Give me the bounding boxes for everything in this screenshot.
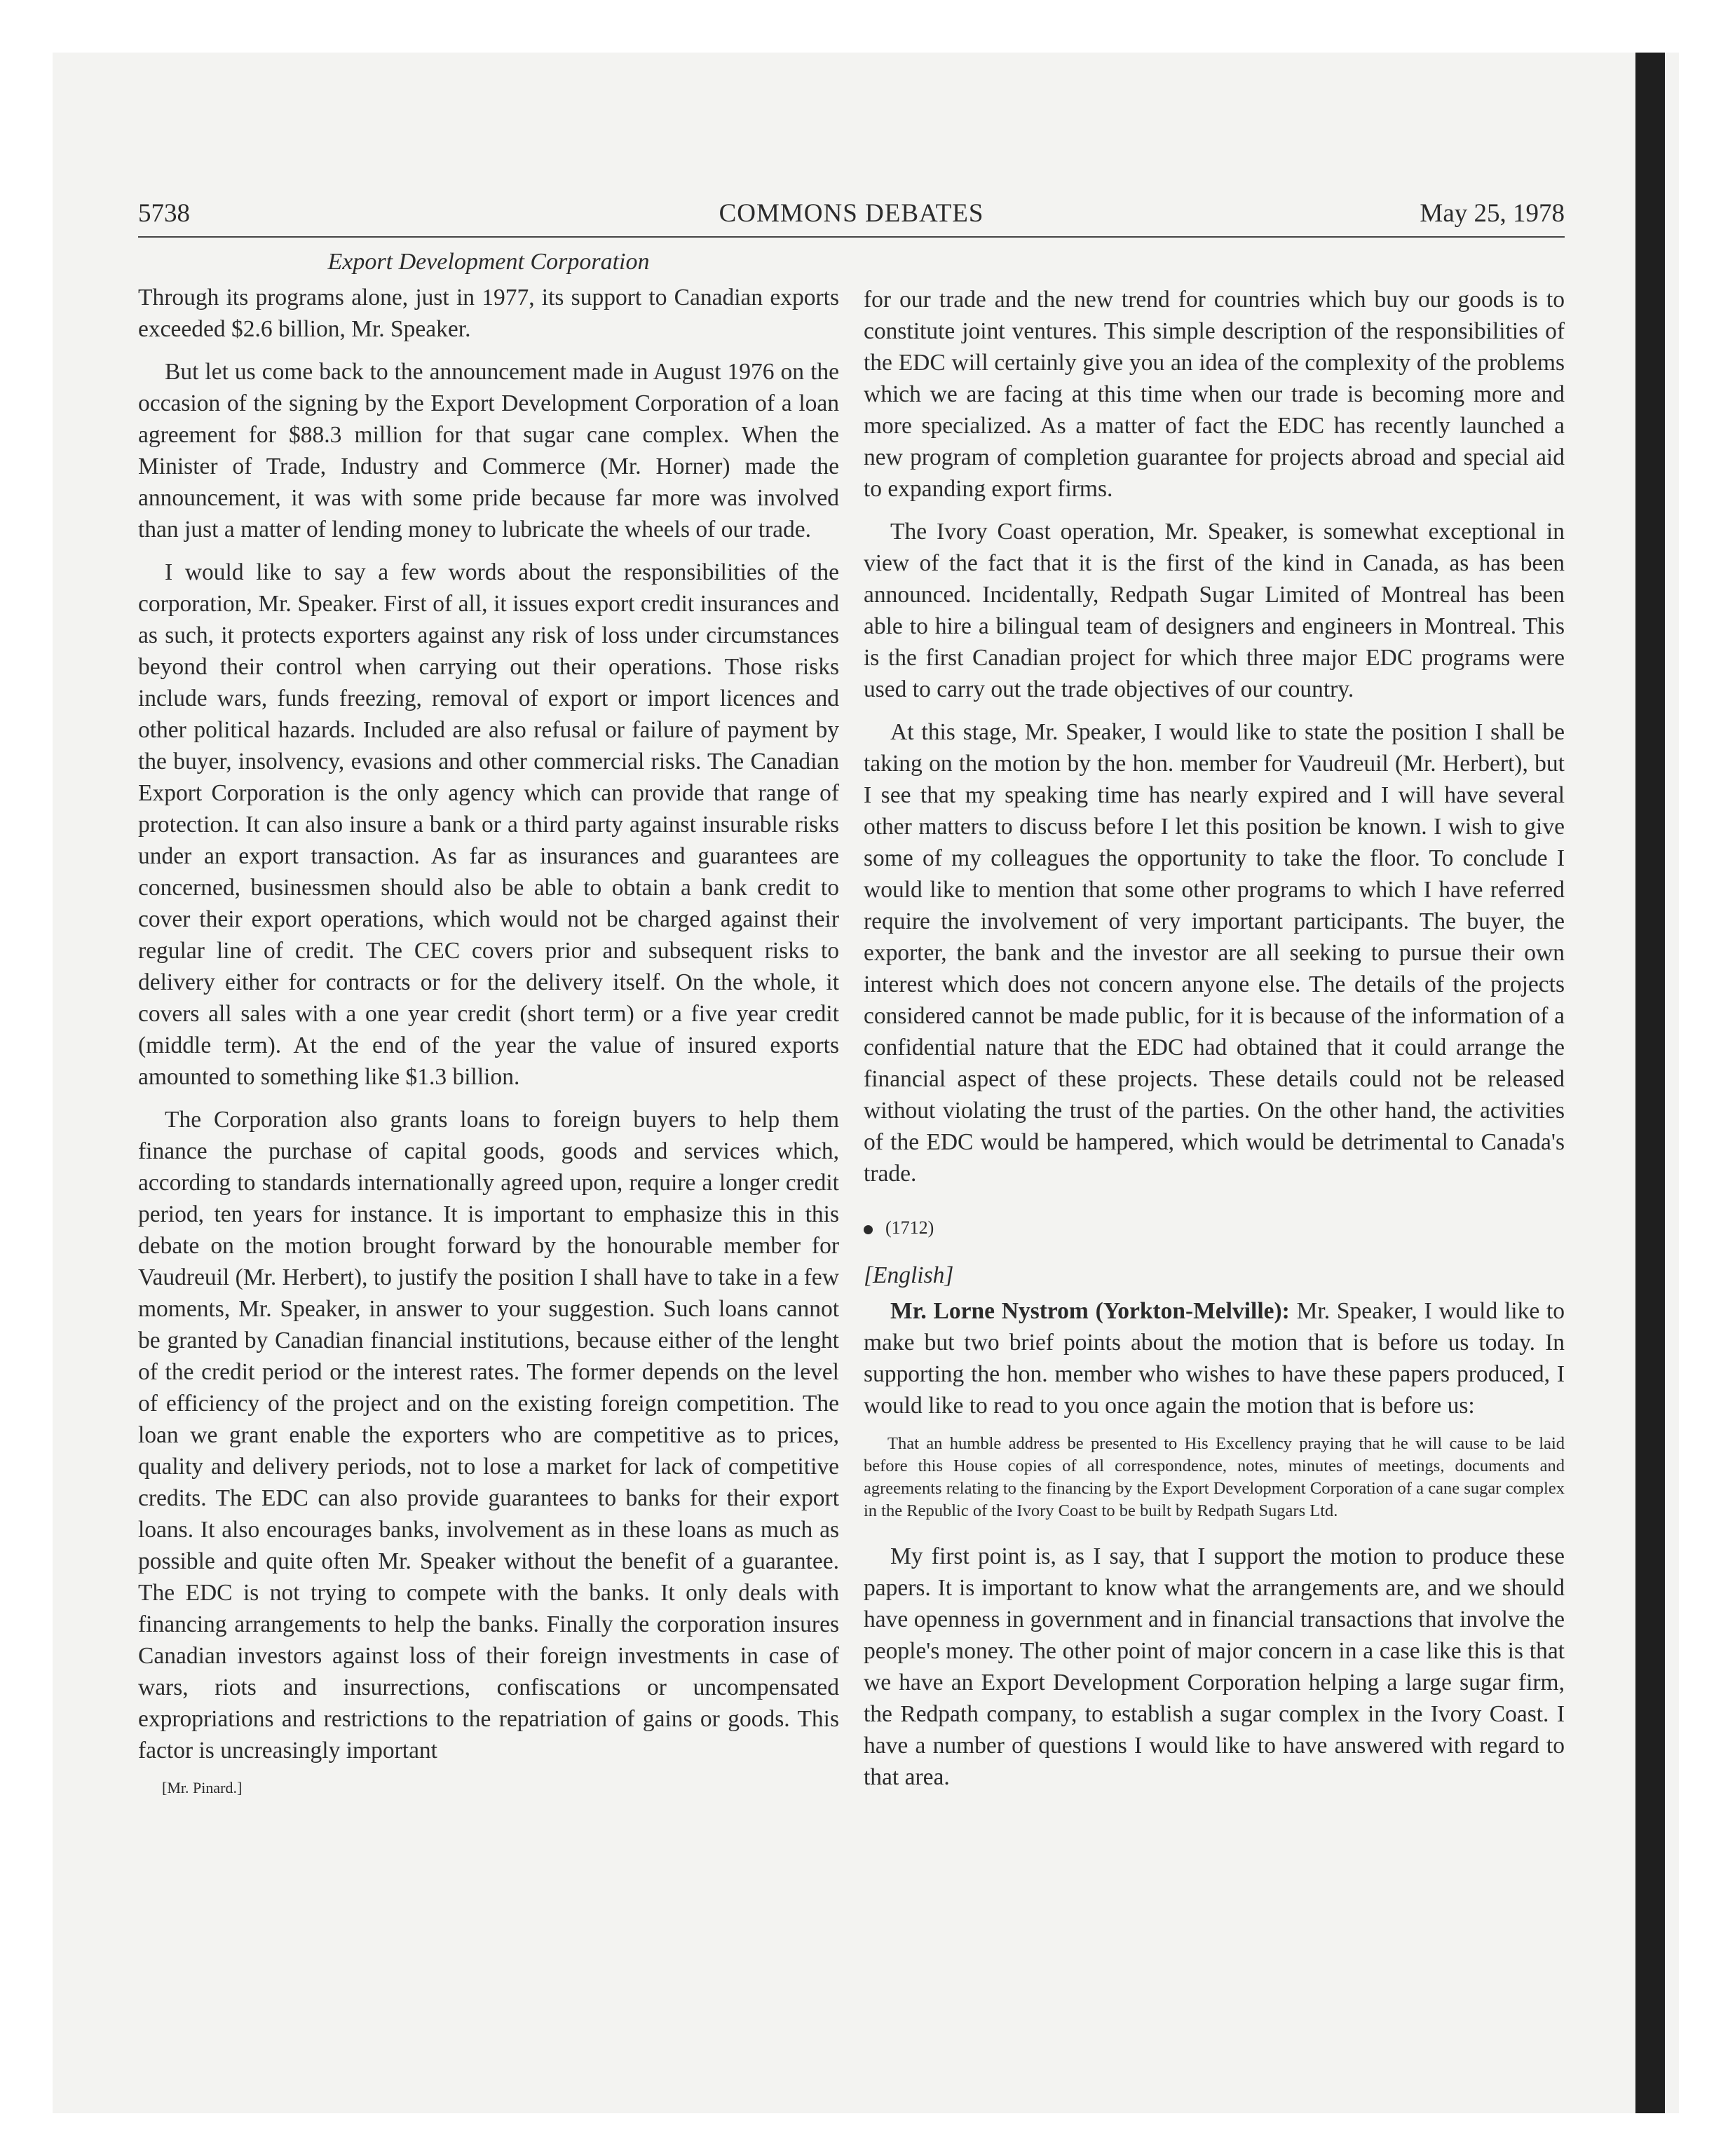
language-tag: [English] bbox=[864, 1262, 954, 1288]
paragraph: At this stage, Mr. Speaker, I would like to state the position I shall be taking on the motion by the hon. member for Vaudreuil (Mr. Herbert), but I see that my speaking time has nearly expired and I will have several other matters to discuss before I let this position be known. I wish to give some of my colleagues the opportunity to take the floor. To conclude I would like to mention that some other programs to which I have referred require the involvement of very important participants. The buyer, the exporter, the bank and the investor are all seeking to pursue their own interest which does not concern anyone else. The details of the projects considered cannot be made public, for it is because of the information of a confidential nature that the EDC had obtained that it could arrange the financial aspect of these projects. These details could not be released without violating the trust of the parties. On the other hand, the activities of the EDC would be hampered, which would be detrimental to Canada's trade. bbox=[864, 719, 1565, 1187]
speaker-text: Mr. Speaker, I would like to make but two brief points about the motion that is before us today. In supporting the hon. member who wishes to have these papers produced, I would like to read to you once again the motion that is before us: bbox=[864, 1298, 1565, 1419]
speaker-paragraph bbox=[864, 1295, 1565, 1421]
left-column bbox=[138, 245, 839, 1799]
scan-edge-shadow bbox=[1635, 53, 1665, 2113]
motion-quote: That an humble address be presented to His Excellency praying that he will cause to be laid before this House copies of all correspondence, notes, minutes of meetings, documents and agreements relating to the financing by the Export Development Corporation of a cane sugar complex in the Republic of the Ivory Coast to be built by Redpath Sugars Ltd. bbox=[864, 1434, 1565, 1520]
bullet-icon bbox=[864, 1225, 873, 1234]
speaker-name: Mr. Lorne Nystrom (Yorkton-Melville): bbox=[890, 1298, 1290, 1324]
paragraph: Through its programs alone, just in 1977, its support to Canadian exports exceeded $2.6 billion, Mr. Speaker. bbox=[138, 285, 839, 342]
section-title: Export Development Corporation bbox=[327, 249, 650, 275]
paragraph: I would like to say a few words about the responsibilities of the corporation, Mr. Speaker. First of all, it issues export credit insurances and as such, it protects exporters against any risk of loss under circumstances beyond their control when carrying out their operations. Those risks include wars, funds freezing, removal of export or import licences and other political hazards. Included are also refusal or failure of payment by the buyer, insolvency, evasions and other commercial risks. The Canadian Export Corporation is the only agency which can provide that range of protection. It can also insure a bank or a third party against insurable risks under an export transaction. As far as insurances and guarantees are concerned, businessmen should also be able to obtain a bank credit to cover their export operations, which would not be charged against their regular line of credit. The CEC covers prior and subsequent risks to delivery either for contracts or for the delivery itself. On the whole, it covers all sales with a one year credit (short term) or a five year credit (middle term). At the end of the year the value of insured exports amounted to something like $1.3 billion. bbox=[138, 559, 839, 1090]
right-column bbox=[864, 284, 1565, 1804]
publication-date: May 25, 1978 bbox=[1420, 199, 1565, 228]
paragraph: My first point is, as I say, that I support the motion to produce these papers. It is important to know what the arrangements are, and we should have openness in government and in financial transactions that involve the people's money. The other point of major concern in a case like this is that we have an Export Development Corporation helping a large sugar firm, the Redpath company, to establish a sugar complex in the Ivory Coast. I have a number of questions I would like to have answered with regard to that area. bbox=[864, 1543, 1565, 1790]
time-marker-label: (1712) bbox=[885, 1217, 934, 1238]
running-header bbox=[138, 200, 1565, 238]
paragraph: The Corporation also grants loans to foreign buyers to help them finance the purchase of capital goods, goods and services which, according to standards internationally agreed upon, require a longer credit period, ten years for instance. It is important to emphasize this in this debate on the motion brought forward by the honourable member for Vaudreuil (Mr. Herbert), to justify the position I shall have to take in a few moments, Mr. Speaker, in answer to your suggestion. Such loans cannot be granted by Canadian financial institutions, because either of the lenght of the credit period or the interest rates. The former depends on the level of efficiency of the project and on the existing foreign competition. The loan we grant enable the exporters who are competitive as to prices, quality and delivery periods, not to lose a market for lack of competitive credits. The EDC can also provide guarantees to banks for their export loans. It also encourages banks, involvement as in these loans as much as possible and quite often Mr. Speaker without the benefit of a guarantee. The EDC is not trying to compete with the banks. It only deals with financing arrangements to help the banks. Finally the corporation insures Canadian investors against loss of their foreign investments in case of wars, riots and insurrections, confiscations or uncompensated expropriations and restrictions to the repatriation of gains or goods. This factor is uncreasingly important bbox=[138, 1107, 839, 1763]
speaker-attribution: [Mr. Pinard.] bbox=[162, 1779, 243, 1796]
page-number: 5738 bbox=[138, 199, 190, 228]
time-marker bbox=[864, 1217, 1565, 1239]
paragraph: for our trade and the new trend for countries which buy our goods is to constitute joint ventures. This simple description of the responsibilities of the EDC will certainly give you an idea of the complexity of the problems which we are facing at this time when our trade is becoming more and more specialized. As a matter of fact the EDC has recently launched a new program of completion guarantee for projects abroad and special aid to expanding export firms. bbox=[864, 287, 1565, 502]
paragraph: The Ivory Coast operation, Mr. Speaker, is somewhat exceptional in view of the fact that it is the first of the kind in Canada, as has been announced. Incidentally, Redpath Sugar Limited of Montreal has been able to hire a bilingual team of designers and engineers in Montreal. This is the first Canadian project for which three major EDC programs were used to carry out the trade objectives of our country. bbox=[864, 519, 1565, 702]
paragraph: But let us come back to the announcement made in August 1976 on the occasion of the signing by the Export Development Corporation of a loan agreement for $88.3 million for that sugar cane complex. When the Minister of Trade, Industry and Commerce (Mr. Horner) made the announcement, it was with some pride because far more was involved than just a matter of lending money to lubricate the wheels of our trade. bbox=[138, 359, 839, 543]
publication-title: COMMONS DEBATES bbox=[719, 199, 984, 228]
